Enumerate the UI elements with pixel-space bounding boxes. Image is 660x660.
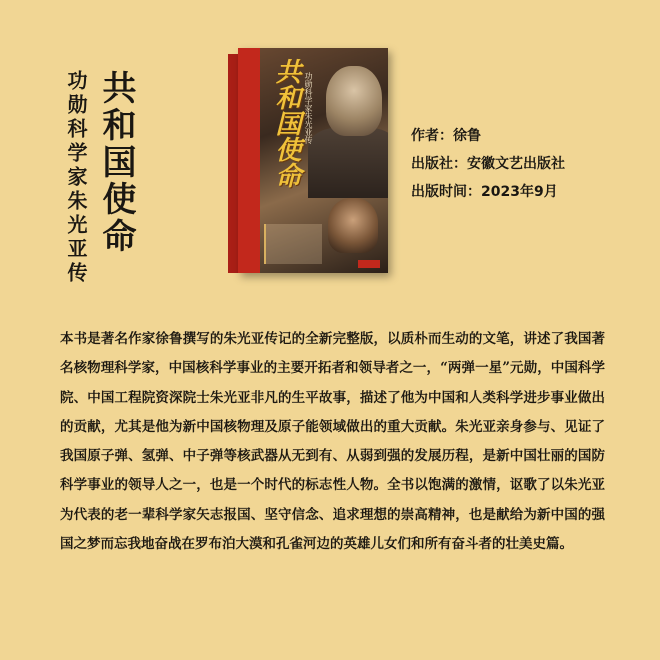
cover-title: 共和国使命 [271,58,301,188]
cover-publisher-mark [358,260,380,268]
cover-portrait-coat [308,128,388,198]
cover-blurb [264,224,322,264]
cover-red-band [238,48,260,273]
book-description: 本书是著名作家徐鲁撰写的朱光亚传记的全新完整版，以质朴而生动的文笔，讲述了我国著名核物理科学家，中国核科学事业的主要开拓者和领导者之一，“两弹一星”元勋，中国科学院、中国工程院资深院士朱光亚非凡的生平故事，描述了他为中国和人类科学进步事业做出的贡献，尤其是他为新中国核物理及原子能领域做出的重大贡献。朱光亚亲身参与、见证了我国原子弹、氢弹、中子弹等核武器从无到有、从弱到强的发展历程，是新中国壮丽的国防科学事业的领导人之一，也是一个时代的标志性人物。全书以饱满的激情，讴歌了以朱光亚为代表的老一辈科学家矢志报国、坚守信念、追求理想的崇高精神，也是献给为新中国的强国之梦而忘我地奋战在罗布泊大漠和孔雀河边的英雄儿女们和所有奋斗者的壮美史篇。 [60,331,605,553]
book-meta [411,126,641,210]
publish-date-line: 出版时间：2023年9月 [411,184,558,200]
author-line: 作者：徐鲁 [411,128,481,144]
cover-subtitle: 功勋科学家朱光亚传 [304,72,313,144]
cover-portrait-elder [326,66,382,136]
book-cover [238,48,388,273]
publisher-line: 出版社：安徽文艺出版社 [411,156,565,172]
cover-portrait-young [328,198,378,253]
book-title: 共和国使命 [96,70,136,255]
book-cover-image [228,48,388,273]
book-subtitle: 功勋科学家朱光亚传 [64,70,88,286]
